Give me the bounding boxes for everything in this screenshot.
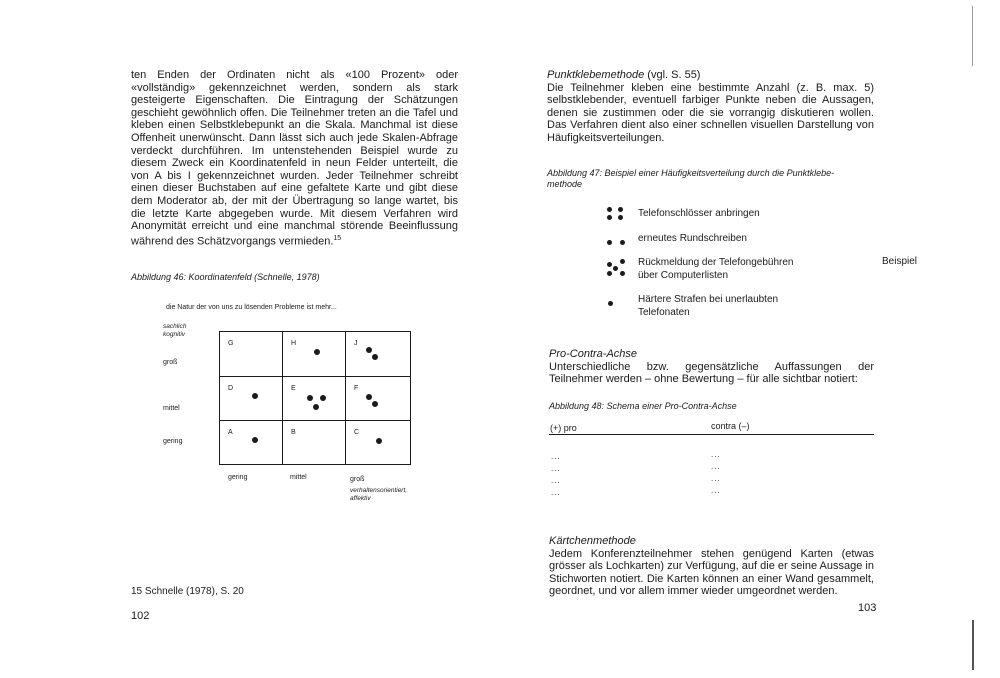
procontra-text: Unterschiedliche bzw. gegensätzliche Auffassungen der Teilnehmer werden – ohne Bewertung – für alle sichtbar notiert: — [549, 360, 874, 386]
grid-cell-a — [219, 420, 283, 465]
y-axis-label-line-2: kognitiv — [163, 331, 186, 338]
vote-dot — [618, 207, 623, 212]
grid-cell-b — [282, 420, 346, 465]
vote-dot — [320, 395, 326, 401]
vote-dot — [607, 215, 612, 220]
cell-letter: C — [354, 429, 360, 436]
vote-dot — [620, 259, 625, 264]
vote-dot — [620, 240, 625, 245]
pro-label: (+) pro — [550, 423, 577, 433]
bullet-item-2 — [638, 232, 747, 245]
punkt-ref: (vgl. S. 55) — [644, 69, 701, 81]
vote-dot — [607, 262, 612, 267]
pro-ellipsis: ... — [551, 464, 561, 473]
y-axis-label — [163, 323, 186, 339]
vote-dot — [372, 401, 378, 407]
bullet-item-3-line-1: Rückmeldung der Telefongebühren — [638, 257, 794, 268]
procontra-heading: Pro-Contra-Achse — [549, 348, 638, 360]
bullet-item-3-line-2: über Computerlisten — [638, 270, 729, 281]
vote-dot — [607, 240, 612, 245]
procontra-section — [549, 348, 874, 386]
vote-dot — [607, 207, 612, 212]
x-axis-label — [350, 487, 407, 503]
figure-46-title: die Natur der von uns zu lösenden Probleme ist mehr... — [166, 304, 337, 311]
grid-cell-e — [282, 376, 346, 421]
bullet-item-3 — [638, 256, 793, 282]
scan-edge-mark — [972, 6, 973, 66]
punkt-heading: Punktklebemethode — [547, 69, 645, 81]
col-label-mittel: mittel — [290, 474, 307, 481]
dot-group-2 — [606, 238, 626, 246]
pro-ellipsis: ... — [551, 476, 561, 485]
vote-dot — [366, 394, 372, 400]
cell-letter: B — [291, 429, 296, 436]
bullet-item-1 — [638, 207, 760, 220]
dot-group-3 — [606, 258, 628, 276]
contra-ellipsis: ... — [711, 450, 721, 459]
bullet-item-4-line-2: Telefonaten — [638, 307, 690, 318]
dot-group-4 — [606, 300, 616, 308]
page-number-left: 102 — [131, 610, 150, 622]
row-label-mittel: mittel — [163, 405, 180, 412]
figure-48-caption: Abbildung 48: Schema einer Pro-Contra-Achse — [549, 401, 737, 411]
cell-letter: A — [228, 429, 233, 436]
figure-47-caption-line-1: Abbildung 47: Beispiel einer Häufigkeitsverteilung durch die Punktklebe- — [547, 168, 835, 178]
figure-47-caption-line-2: methode — [547, 179, 583, 189]
vote-dot — [313, 404, 319, 410]
contra-label: contra (–) — [711, 421, 750, 431]
figure-47-caption — [547, 168, 877, 190]
dot-group-1 — [606, 207, 626, 223]
coordinate-grid — [219, 331, 411, 465]
contra-ellipsis: ... — [711, 474, 721, 483]
kaertchen-text: Jedem Konferenzteilnehmer stehen genügend Karten (etwas grösser als Lochkarten) zur Verfügung, auf die er seine Aussage in Stichworten notiert. Die Karten können an einer Wand gesammelt, geordnet, und vor allem immer wieder umgeordnet werden. — [549, 547, 874, 598]
x-axis-label-line-2: affektiv — [350, 495, 371, 502]
grid-cell-c — [345, 420, 411, 465]
grid-cell-g — [219, 331, 283, 377]
left-paragraph — [131, 69, 458, 248]
bullet-item-4 — [638, 293, 778, 319]
kaertchen-section — [549, 535, 874, 598]
x-axis-label-line-1: verhaltensorientiert, — [350, 487, 408, 494]
row-label-gering: gering — [163, 438, 183, 445]
vote-dot — [613, 266, 618, 271]
vote-dot — [620, 271, 625, 276]
cell-letter: G — [228, 340, 234, 347]
cell-letter: J — [354, 340, 358, 347]
vote-dot — [607, 271, 612, 276]
grid-cell-f — [345, 376, 411, 421]
punkt-text: Die Teilnehmer kleben eine bestimmte Anzahl (z. B. max. 5) selbstklebender, eventuell farbiger Punkte neben die Aussagen, denen sie zustimmen oder die sie vorrangig diskutieren wollen. Das Verfahren dient also einer schnellen visuellen Darstellung von Häufigkeitsverteilungen. — [547, 81, 874, 144]
cell-letter: D — [228, 385, 234, 392]
cell-letter: H — [291, 340, 297, 347]
cell-letter: E — [291, 385, 296, 392]
bullet-item-1-line-1: Telefonschlösser anbringen — [638, 208, 760, 219]
vote-dot — [366, 347, 372, 353]
footnote: 15 Schnelle (1978), S. 20 — [131, 586, 244, 597]
bullet-item-2-line-1: erneutes Rundschreiben — [638, 233, 747, 244]
col-label-gering: gering — [228, 474, 248, 481]
contra-ellipsis: ... — [711, 486, 721, 495]
pro-ellipsis: ... — [551, 452, 561, 461]
margin-note: Beispiel — [882, 256, 918, 267]
vote-dot — [252, 437, 258, 443]
vote-dot — [314, 349, 320, 355]
scan-edge-mark — [972, 620, 974, 670]
y-axis-label-line-1: sachlich — [163, 323, 187, 330]
vote-dot — [608, 301, 613, 306]
row-label-gross: groß — [163, 359, 178, 366]
kaertchen-heading: Kärtchenmethode — [549, 535, 636, 547]
cell-letter: F — [354, 385, 359, 392]
grid-cell-d — [219, 376, 283, 421]
col-label-gross: groß — [350, 476, 365, 483]
grid-cell-j — [345, 331, 411, 377]
page-number-right: 103 — [858, 602, 877, 614]
pro-contra-axis-line — [549, 434, 874, 435]
left-paragraph-text: ten Enden der Ordinaten nicht als «100 Prozent» oder «vollständig» gekennzeichnet werden, sondern als stark gesteigerte Eigenschaften. Die Eintragung der Schätzungen geschieht gewöhnlich offen. Die Teilnehmer treten an die Tafel und kleben einen Selbstklebepunkt an die Skala. Manchmal ist diese Offenheit unerwünscht. Dann lässt sich auch jede Skalen-Abfrage verdeckt durchführen. Im untenstehenden Beispiel wurde zu diesem Zweck ein Koordinatenfeld in neun Felder unterteilt, die von A bis I gekennzeichnet wurden. Jeder Teilnehmer schreibt einen dieser Buchstaben auf eine gefaltete Karte und gibt diese dem Moderator ab, der mit der Übertragung so lange wartet, bis die letzte Karte abgegeben wurde. Mit diesem Verfahren wird Anonymität erreicht und eine manchmal störende Beeinflussung während des Schätzvorgangs vermieden. — [131, 69, 458, 248]
pro-ellipsis: ... — [551, 488, 561, 497]
bullet-item-4-line-1: Härtere Strafen bei unerlaubten — [638, 294, 779, 305]
footnote-mark: 15 — [333, 234, 342, 242]
vote-dot — [252, 393, 258, 399]
figure-46-caption: Abbildung 46: Koordinatenfeld (Schnelle, 1978) — [131, 272, 320, 282]
vote-dot — [307, 395, 313, 401]
punkt-section — [547, 69, 874, 145]
grid-cell-h — [282, 331, 346, 377]
contra-ellipsis: ... — [711, 462, 721, 471]
vote-dot — [618, 215, 623, 220]
vote-dot — [372, 354, 378, 360]
vote-dot — [376, 438, 382, 444]
